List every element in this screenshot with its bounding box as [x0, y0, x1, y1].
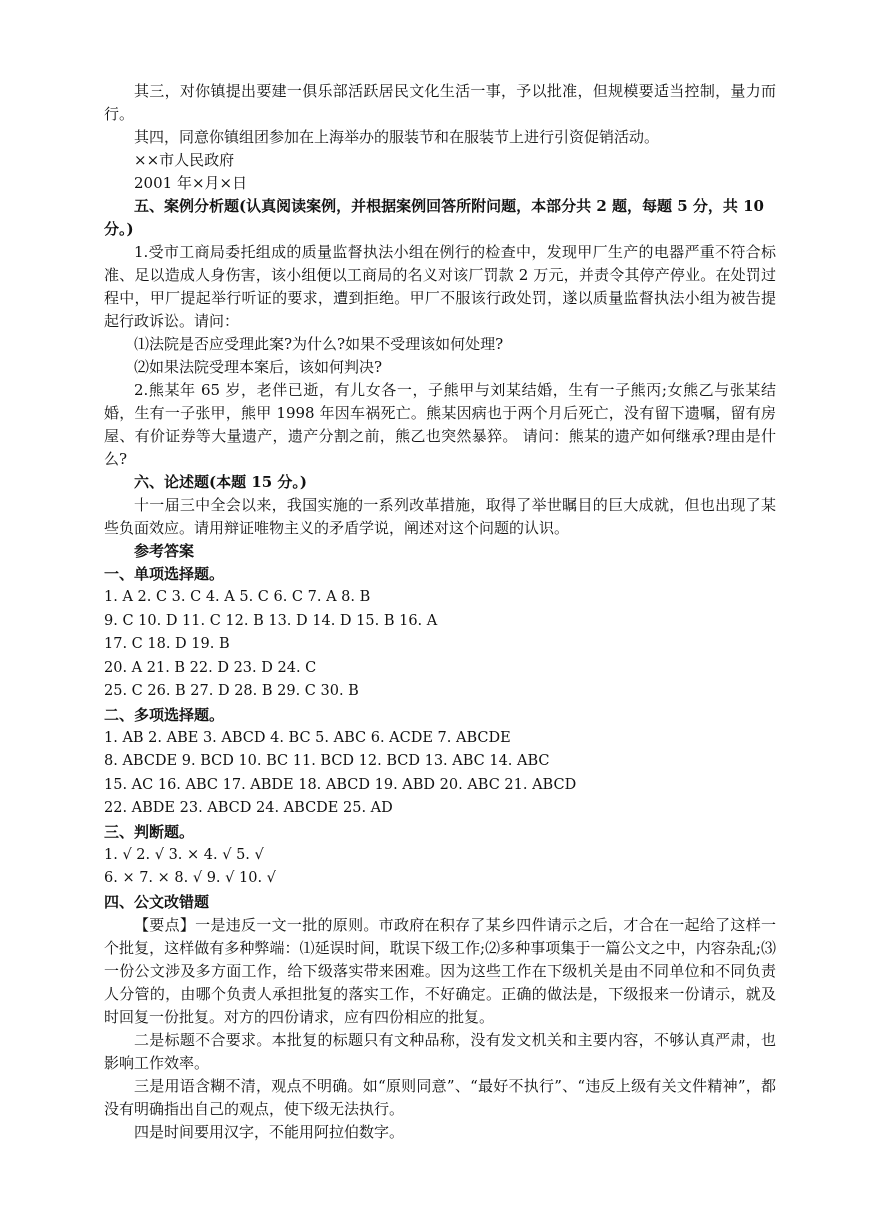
single-choice-line: 25. C 26. B 27. D 28. B 29. C 30. B — [104, 683, 359, 699]
single-choice-heading: 一、单项选择题。 — [104, 565, 225, 583]
section-5-heading: 五、案例分析题(认真阅读案例，并根据案例回答所附问题，本部分共 2 题，每题 5 分，共 10 分。) — [104, 197, 764, 238]
single-choice-line: 20. A 21. B 22. D 23. D 24. C — [104, 659, 317, 676]
correction-point-4: 四是时间要用汉字，不能用阿拉伯数字。 — [134, 1122, 405, 1141]
paragraph-item-3: 其三，对你镇提出要建一俱乐部活跃居民文化生活一事，予以批准，但规模要适当控制，量力而行。 — [104, 82, 776, 123]
single-choice-line: 9. C 10. D 11. C 12. B 13. D 14. D 15. B 16. A — [104, 612, 438, 629]
case-1-text: 1.受市工商局委托组成的质量监督执法小组在例行的检查中，发现甲厂生产的电器严重不符合标准、足以造成人身伤害，该小组便以工商局的名义对该厂罚款 2 万元，并责令其停产停业。在处罚过程中，甲厂提起举行听证的要求，遭到拒绝。甲厂不服该行政处罚，遂以质量监督执法小组为被告提起行政诉讼。请问： — [104, 243, 776, 330]
multi-choice-line: 8. ABCDE 9. BCD 10. BC 11. BCD 12. BCD 13. ABC 14. ABC — [104, 753, 550, 769]
case-2-text: 2.熊某年 65 岁，老伴已逝，有儿女各一，子熊甲与刘某结婚，生有一子熊丙;女熊乙与张某结婚，生有一子张甲，熊甲 1998 年因车祸死亡。熊某因病也于两个月后死亡，没有留下遗嘱，留有房屋、有价证券等大量遗产，遗产分割之前，熊乙也突然暴猝。 请问：熊某的遗产如何继承?理由是什么? — [104, 381, 776, 468]
case-1-question-1: ⑴法院是否应受理此案?为什么?如果不受理该如何处理? — [134, 335, 504, 353]
correction-point-1: 【要点】一是违反一文一批的原则。市政府在积存了某乡四件请示之后，才合在一起给了这样一个批复，这样做有多种弊端：⑴延误时间，耽误下级工作;⑵多种事项集于一篇公文之中，内容杂乱;⑶一份公文涉及多方面工作，给下级落实带来困难。因为这些工作在下级机关是由不同单位和不同负责人分管的，由哪个负责人承担批复的落实工作，不好确定。正确的做法是，下级报来一份请示，就及时回复一份批复。对方的四份请求，应有四份相应的批复。 — [104, 915, 776, 1026]
single-choice-line: 1. A 2. C 3. C 4. A 5. C 6. C 7. A 8. B — [104, 589, 371, 605]
section-6-text: 十一届三中全会以来，我国实施的一系列改革措施，取得了举世瞩目的巨大成就，但也出现了某些负面效应。请用辩证唯物主义的矛盾学说，阐述对这个问题的认识。 — [104, 496, 776, 537]
answers-title: 参考答案 — [134, 542, 195, 560]
judgment-line: 1. √ 2. √ 3. × 4. √ 5. √ — [104, 846, 264, 863]
correction-point-2: 二是标题不合要求。本批复的标题只有文种品称，没有发文机关和主要内容，不够认真严肃，也影响工作效率。 — [104, 1030, 776, 1072]
paragraph-item-4: 其四，同意你镇组团参加在上海举办的服装节和在服装节上进行引资促销活动。 — [134, 128, 660, 146]
correction-point-3: 三是用语含糊不清，观点不明确。如“原则同意”、“最好不执行”、“违反上级有关文件精神”，都没有明确指出自己的观点，使下级无法执行。 — [104, 1076, 776, 1118]
multi-choice-heading: 二、多项选择题。 — [104, 705, 225, 724]
multi-choice-line: 22. ABDE 23. ABCD 24. ABCDE 25. AD — [104, 800, 393, 816]
judgment-line: 6. × 7. × 8. √ 9. √ 10. √ — [104, 870, 276, 886]
section-6-heading: 六、论述题(本题 15 分。) — [134, 473, 308, 491]
correction-heading: 四、公文改错题 — [104, 892, 210, 911]
single-choice-line: 17. C 18. D 19. B — [104, 636, 230, 652]
multi-choice-line: 1. AB 2. ABE 3. ABCD 4. BC 5. ABC 6. ACDE 7. ABCDE — [104, 729, 511, 746]
judgment-heading: 三、判断题。 — [104, 822, 195, 841]
signer: ××市人民政府 — [134, 151, 235, 169]
document-body — [104, 80, 776, 1144]
document-date: 2001 年×月×日 — [134, 174, 248, 192]
case-1-question-2: ⑵如果法院受理本案后，该如何判决? — [134, 358, 383, 376]
multi-choice-line: 15. AC 16. ABC 17. ABDE 18. ABCD 19. ABD 20. ABC 21. ABCD — [104, 776, 577, 793]
